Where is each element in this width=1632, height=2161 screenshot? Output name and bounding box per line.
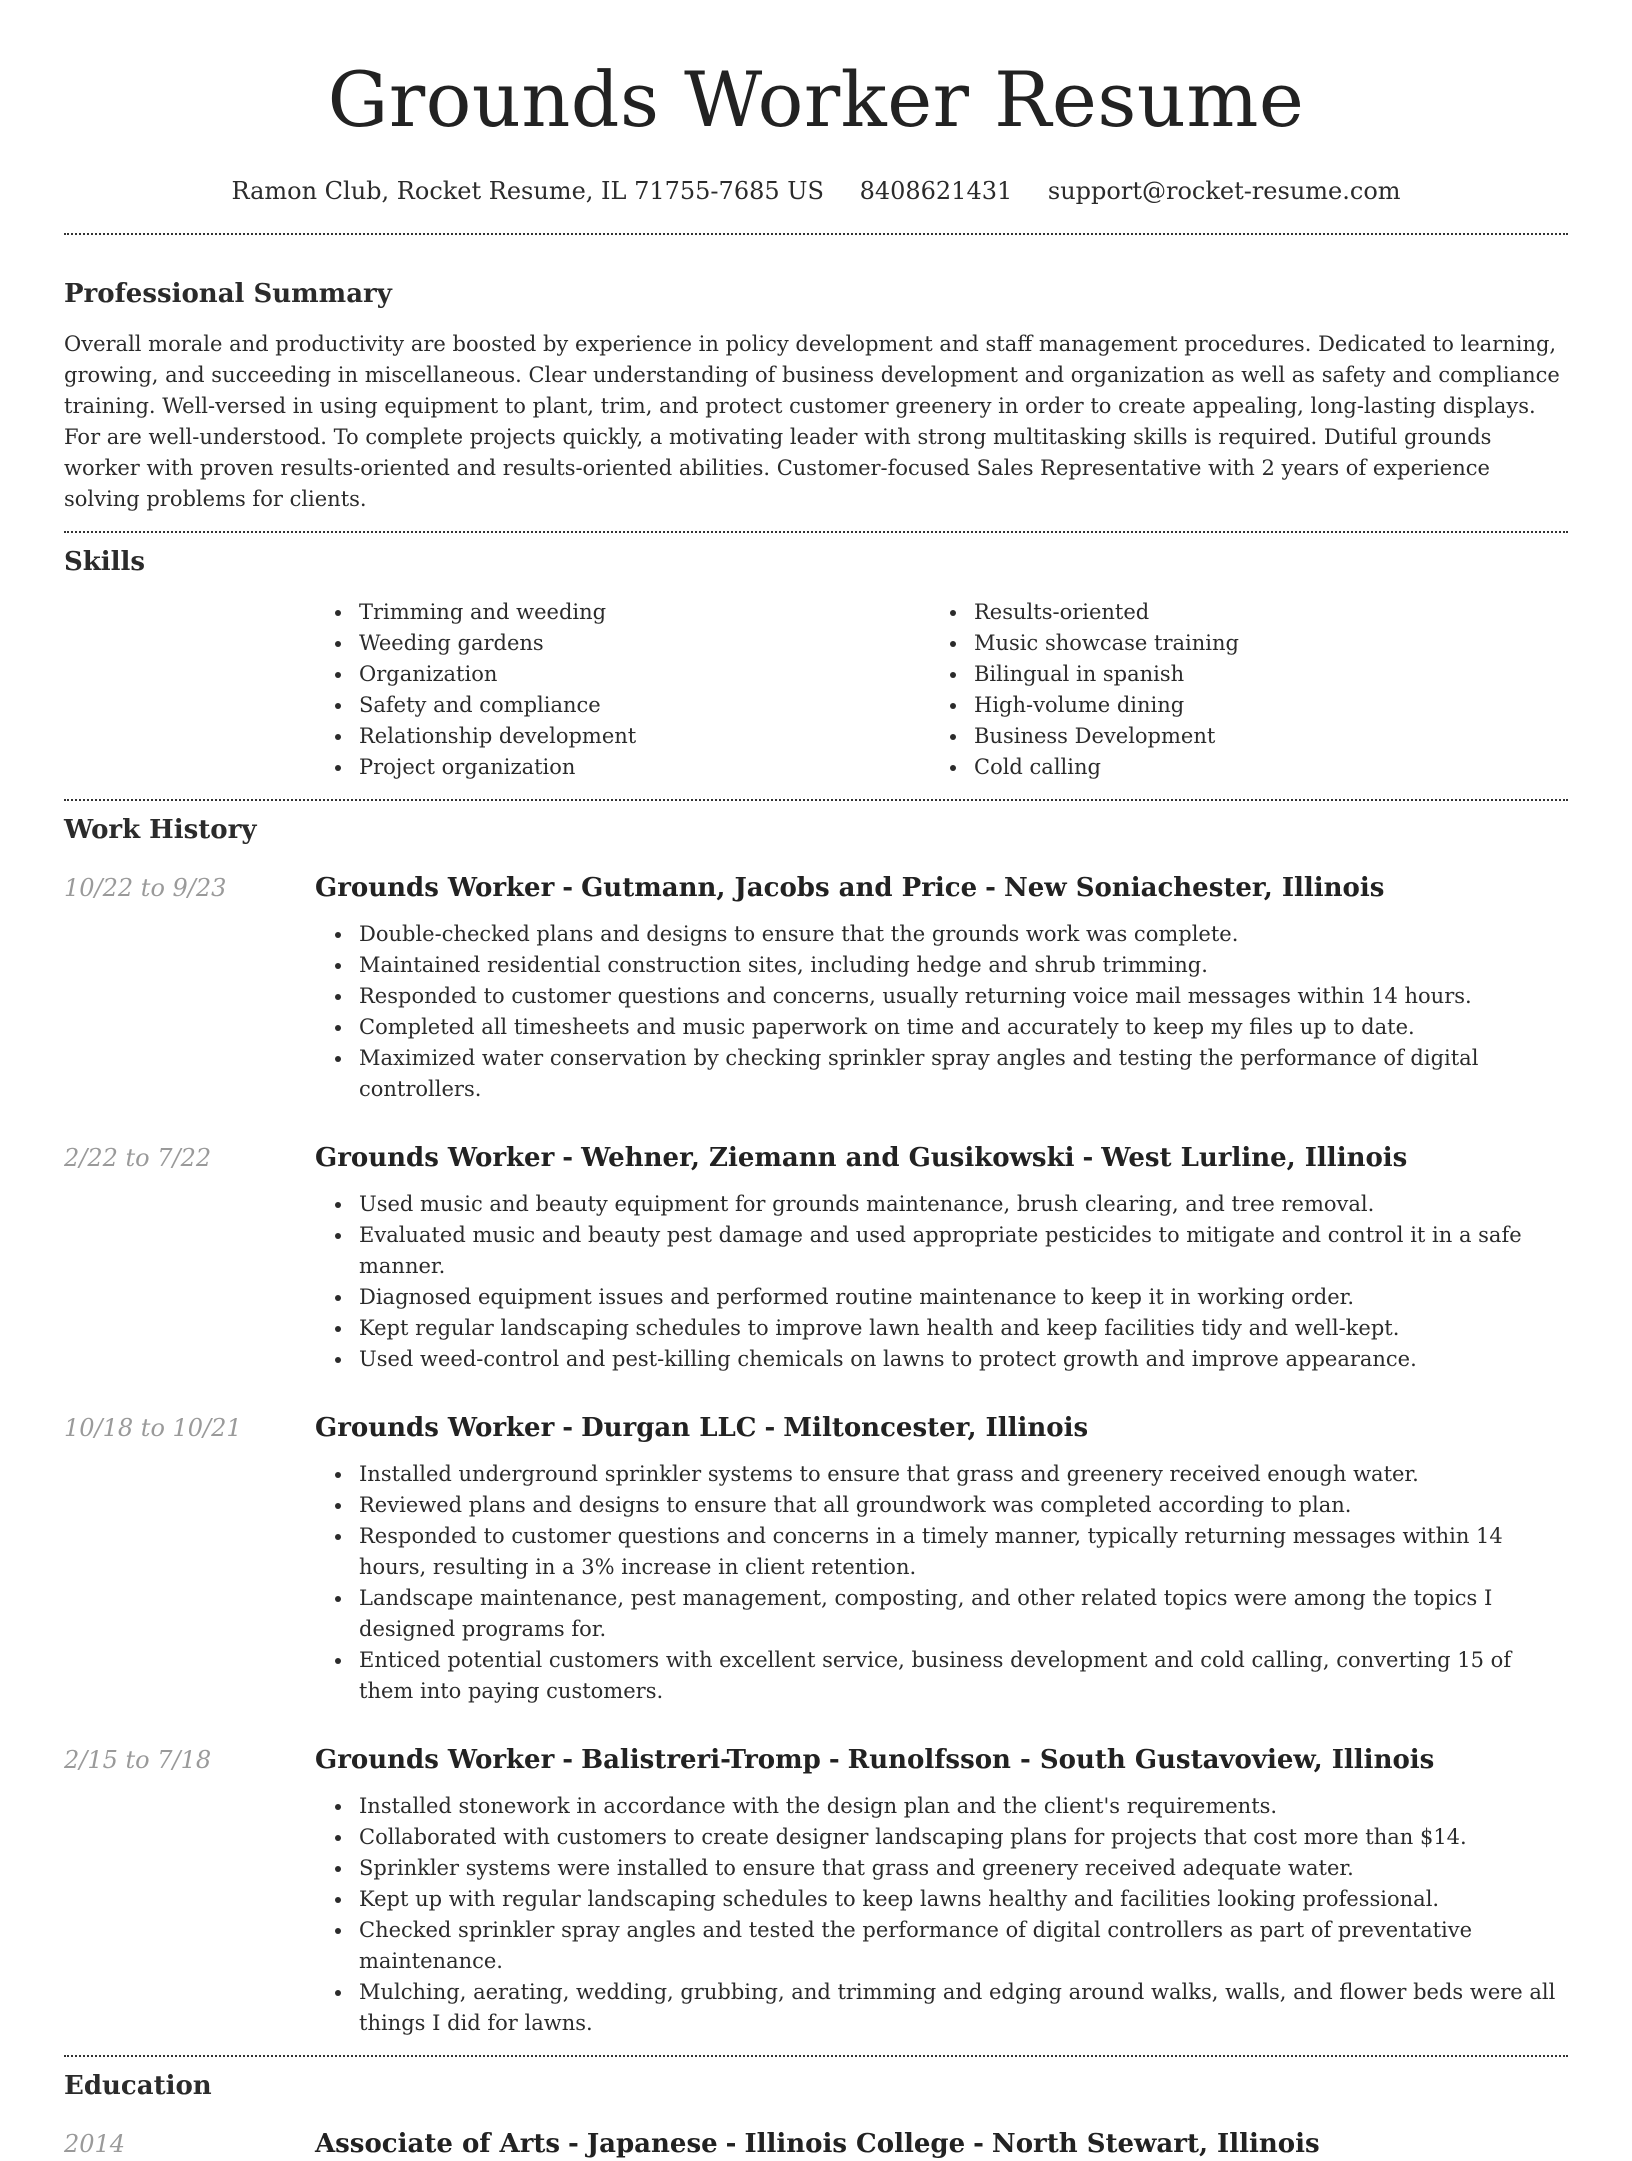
skills-section [64,545,1568,783]
job-dates: 10/22 to 9/23 [64,874,227,902]
job-title [315,1411,1568,1445]
separator: - [725,2129,737,2159]
job-location: Runolfsson - South Gustavoview, Illinois [847,1745,1435,1775]
separator: - [985,873,996,903]
job-bullet: Double-checked plans and designs to ensure that the grounds work was complete. [315,919,1568,950]
job-entry [64,871,1568,1105]
separator: - [828,1745,840,1775]
education-entry [64,2127,1568,2161]
job-bullet: Installed stonework in accordance with the design plan and the client's requirements. [315,1791,1568,1822]
job-bullet: Sprinkler systems were installed to ensure that grass and greenery received adequate water. [315,1853,1568,1884]
skill-item: Organization [315,659,930,690]
separator: - [562,873,574,903]
job-bullet: Collaborated with customers to create designer landscaping plans for projects that cost more than $14. [315,1822,1568,1853]
job-body [315,1141,1568,1375]
contact-address: Ramon Club, Rocket Resume, IL 71755-7685 US [231,177,824,205]
divider [64,233,1568,235]
job-location: Miltoncester, Illinois [783,1413,1089,1443]
separator: - [562,1143,574,1173]
divider [64,531,1568,533]
job-dates: 2/15 to 7/18 [64,1746,212,1774]
job-location: West Lurline, Illinois [1101,1143,1408,1173]
job-bullet: Diagnosed equipment issues and performed routine maintenance to keep it in working order. [315,1282,1568,1313]
separator: - [568,2129,579,2159]
job-entry [64,1141,1568,1375]
summary-section [64,277,1568,515]
separator: - [562,1745,574,1775]
education-degree: Associate of Arts [315,2129,561,2159]
skill-item: Trimming and weeding [315,597,930,628]
job-bullet: Reviewed plans and designs to ensure that all groundwork was completed according to plan. [315,1490,1568,1521]
separator: - [1082,1143,1094,1173]
job-entry [64,1411,1568,1707]
job-bullet: Maximized water conservation by checking sprinkler spray angles and testing the performance of digital controllers. [315,1043,1568,1105]
skill-item: Relationship development [315,721,930,752]
education-section [64,2069,1568,2161]
job-bullets [315,1189,1568,1375]
skills-list-left [315,597,930,783]
job-title [315,871,1568,905]
skill-item: Cold calling [930,752,1545,783]
job-body [315,1743,1568,2039]
job-role: Grounds Worker [315,1143,555,1173]
job-bullet: Installed underground sprinkler systems to ensure that grass and greenery received enough water. [315,1459,1568,1490]
page-title: Grounds Worker Resume [327,55,1305,144]
skill-item: Safety and compliance [315,690,930,721]
skill-item: Weeding gardens [315,628,930,659]
job-bullet: Responded to customer questions and concerns in a timely manner, typically returning messages within 14 hours, resulting in a 3% increase in client retention. [315,1521,1568,1583]
job-bullet: Used weed-control and pest-killing chemicals on lawns to protect growth and improve appearance. [315,1344,1568,1375]
job-bullets [315,1459,1568,1707]
contact-phone: 8408621431 [859,177,1013,205]
job-bullet: Maintained residential construction sites, including hedge and shrub trimming. [315,950,1568,981]
summary-text: Overall morale and productivity are boosted by experience in policy development and staff management procedures. Dedicated to learning, growing, and succeeding in miscellaneous. Clear understanding of business development and organization as well as safety and compliance training. Well-versed in using equipment to plant, trim, and protect customer greenery in order to create appealing, long-lasting displays. For are well-understood. To complete projects quickly, a motivating leader with strong multitasking skills is required. Dutiful grounds worker with proven results-oriented and results-oriented abilities. Customer-focused Sales Representative with 2 years of experience solving problems for clients. [64,332,1560,511]
job-bullet: Kept up with regular landscaping schedules to keep lawns healthy and facilities looking professional. [315,1884,1568,1915]
job-bullet: Landscape maintenance, pest management, composting, and other related topics were among the topics I designed programs for. [315,1583,1568,1645]
job-bullet: Enticed potential customers with excellent service, business development and cold calling, converting 15 of them into paying customers. [315,1645,1568,1707]
separator: - [764,1413,776,1443]
job-dates: 2/22 to 7/22 [64,1144,212,1172]
divider [64,799,1568,801]
job-company: Wehner, Ziemann and Gusikowski [581,1143,1075,1173]
divider [64,2055,1568,2057]
job-location: New Soniachester, Illinois [1003,873,1385,903]
job-role: Grounds Worker [315,873,555,903]
education-school: Illinois College [744,2129,966,2159]
job-company: Balistreri-Tromp [581,1745,821,1775]
separator: - [562,1413,574,1443]
skill-item: Project organization [315,752,930,783]
skill-item: High-volume dining [930,690,1545,721]
education-body [315,2127,1568,2161]
job-bullet: Completed all timesheets and music paperwork on time and accurately to keep my files up to date. [315,1012,1568,1043]
skills-heading: Skills [64,547,146,577]
skill-item: Music showcase training [930,628,1545,659]
job-bullet: Responded to customer questions and concerns, usually returning voice mail messages within 14 hours. [315,981,1568,1012]
job-company: Gutmann, Jacobs and Price [581,873,978,903]
job-bullet: Evaluated music and beauty pest damage and used appropriate pesticides to mitigate and control it in a safe manner. [315,1220,1568,1282]
education-field: Japanese [586,2129,718,2159]
job-bullets [315,919,1568,1105]
job-entry [64,1743,1568,2039]
education-title [315,2127,1568,2161]
skill-item: Results-oriented [930,597,1545,628]
job-body [315,1411,1568,1707]
skill-item: Business Development [930,721,1545,752]
education-year: 2014 [64,2130,126,2158]
summary-heading: Professional Summary [64,279,392,309]
work-section [64,813,1568,2039]
skill-item: Bilingual in spanish [930,659,1545,690]
job-bullet: Mulching, aerating, wedding, grubbing, and trimming and edging around walks, walls, and flower beds were all things I did for lawns. [315,1977,1568,2039]
job-bullet: Used music and beauty equipment for grounds maintenance, brush clearing, and tree removal. [315,1189,1568,1220]
job-bullets [315,1791,1568,2039]
job-bullet: Kept regular landscaping schedules to improve lawn health and keep facilities tidy and well-kept. [315,1313,1568,1344]
job-role: Grounds Worker [315,1745,555,1775]
skills-list-right [930,597,1545,783]
job-body [315,871,1568,1105]
contact-line [64,174,1568,208]
job-dates: 10/18 to 10/21 [64,1414,242,1442]
job-role: Grounds Worker [315,1413,555,1443]
skills-columns [315,597,1568,783]
job-title [315,1141,1568,1175]
contact-email: support@rocket-resume.com [1047,177,1401,205]
job-bullet: Checked sprinkler spray angles and tested the performance of digital controllers as part of preventative maintenance. [315,1915,1568,1977]
job-company: Durgan LLC [581,1413,757,1443]
education-location: North Stewart, Illinois [991,2129,1320,2159]
education-heading: Education [64,2071,212,2101]
work-heading: Work History [64,815,257,845]
separator: - [973,2129,984,2159]
job-title [315,1743,1568,1777]
